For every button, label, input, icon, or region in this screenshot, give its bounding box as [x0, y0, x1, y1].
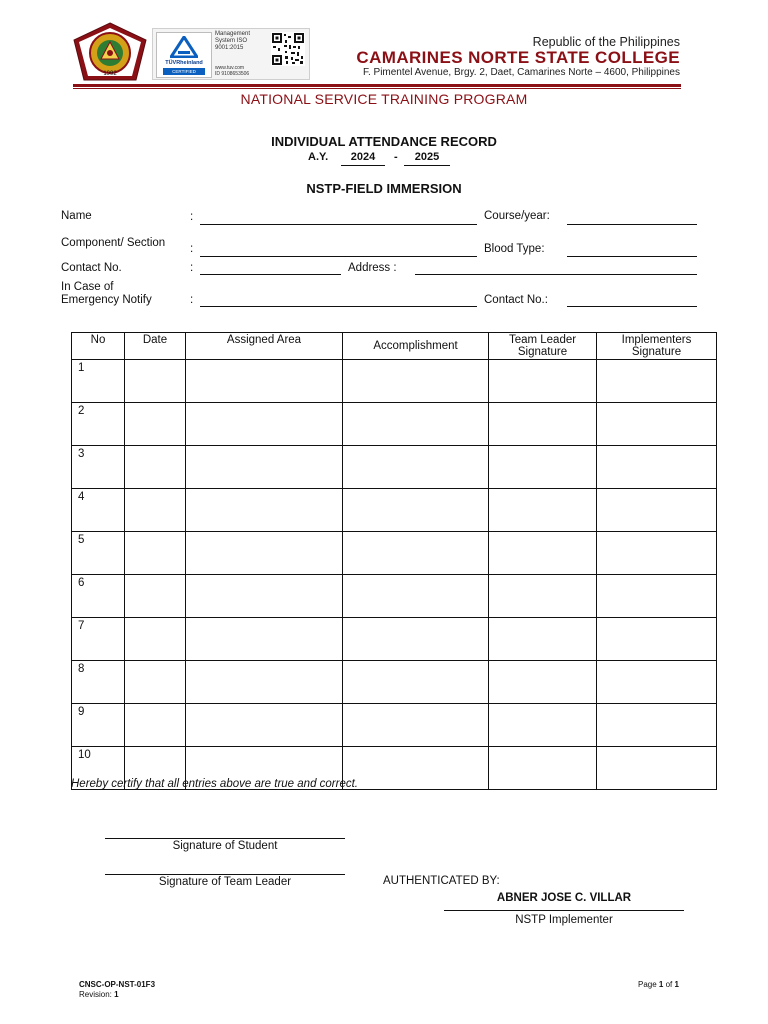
table-row	[72, 360, 717, 403]
ay-end-underline	[404, 165, 450, 166]
date-cell[interactable]	[125, 403, 186, 446]
team-leader-signature-cell[interactable]	[489, 575, 597, 618]
page-number: Page 1 of 1	[638, 980, 679, 989]
certification-website: www.tuv.com ID 9108653506	[215, 65, 250, 77]
implementer-title: NSTP Implementer	[515, 914, 613, 926]
assigned-area-cell[interactable]	[186, 360, 343, 403]
academic-year-start: 2024	[350, 151, 376, 163]
blood-type-label: Blood Type:	[484, 243, 545, 255]
program-title: NATIONAL SERVICE TRAINING PROGRAM	[240, 91, 528, 107]
implementers-signature-cell[interactable]	[597, 618, 717, 661]
implementers-signature-cell[interactable]	[597, 489, 717, 532]
row-number: 2	[72, 403, 125, 446]
assigned-area-cell[interactable]	[186, 532, 343, 575]
team-leader-signature-cell[interactable]	[489, 532, 597, 575]
authenticated-by-label: AUTHENTICATED BY:	[383, 875, 500, 887]
accomplishment-cell[interactable]	[343, 489, 489, 532]
assigned-area-cell[interactable]	[186, 661, 343, 704]
header-rule	[73, 84, 681, 87]
date-cell[interactable]	[125, 532, 186, 575]
team-leader-signature-cell[interactable]	[489, 446, 597, 489]
college-address: F. Pimentel Avenue, Brgy. 2, Daet, Camarines Norte – 4600, Philippines	[362, 67, 680, 78]
accomplishment-cell[interactable]	[343, 532, 489, 575]
academic-year-label: A.Y.	[308, 151, 329, 163]
implementers-signature-cell[interactable]	[597, 661, 717, 704]
accomplishment-cell[interactable]	[343, 618, 489, 661]
row-number: 10	[72, 747, 125, 790]
course-year-field[interactable]	[567, 224, 697, 225]
revision-info: Revision: 1	[79, 990, 119, 999]
date-cell[interactable]	[125, 618, 186, 661]
contact-no-colon: :	[190, 262, 194, 274]
assigned-area-cell[interactable]	[186, 403, 343, 446]
table-header-row	[72, 333, 717, 360]
row-number: 4	[72, 489, 125, 532]
row-number: 6	[72, 575, 125, 618]
header-accomplishment: Accomplishment	[343, 333, 489, 360]
component-section-colon: :	[190, 243, 194, 255]
management-system-text: Management System ISO 9001:2015	[215, 31, 251, 51]
table-row	[72, 618, 717, 661]
accomplishment-cell[interactable]	[343, 360, 489, 403]
header-implementers-signature: Implementers Signature	[597, 333, 717, 360]
header-date: Date	[125, 333, 186, 360]
emergency-notify-field[interactable]	[200, 306, 477, 307]
table-row	[72, 575, 717, 618]
assigned-area-cell[interactable]	[186, 618, 343, 661]
name-field[interactable]	[200, 224, 477, 225]
contact-no-label: Contact No.	[61, 262, 122, 274]
name-colon: :	[190, 211, 194, 223]
header-rule-thin	[73, 88, 681, 89]
table-row	[72, 661, 717, 704]
assigned-area-cell[interactable]	[186, 575, 343, 618]
row-number: 1	[72, 360, 125, 403]
accomplishment-cell[interactable]	[343, 446, 489, 489]
tuv-brand: TÜVRheinland	[165, 60, 203, 66]
header-team-leader-signature: Team Leader Signature	[489, 333, 597, 360]
table-row	[72, 532, 717, 575]
row-number: 5	[72, 532, 125, 575]
implementers-signature-cell[interactable]	[597, 747, 717, 790]
implementers-signature-cell[interactable]	[597, 403, 717, 446]
team-leader-signature-cell[interactable]	[489, 618, 597, 661]
team-leader-signature-cell[interactable]	[489, 489, 597, 532]
college-name: CAMARINES NORTE STATE COLLEGE	[356, 48, 680, 67]
date-cell[interactable]	[125, 360, 186, 403]
implementers-signature-cell[interactable]	[597, 704, 717, 747]
assigned-area-cell[interactable]	[186, 489, 343, 532]
team-leader-signature-label: Signature of Team Leader	[158, 876, 292, 888]
team-leader-signature-cell[interactable]	[489, 360, 597, 403]
component-section-label: Component/ Section	[61, 237, 166, 249]
blood-type-field[interactable]	[567, 256, 697, 257]
header-no: No	[72, 333, 125, 360]
student-signature-line[interactable]	[105, 838, 345, 839]
team-leader-signature-cell[interactable]	[489, 403, 597, 446]
emergency-label-line1: In Case of	[61, 281, 114, 293]
implementers-signature-cell[interactable]	[597, 360, 717, 403]
date-cell[interactable]	[125, 704, 186, 747]
form-code: CNSC-OP-NST-01F3	[79, 980, 156, 989]
date-cell[interactable]	[125, 575, 186, 618]
date-cell[interactable]	[125, 661, 186, 704]
document-title: INDIVIDUAL ATTENDANCE RECORD	[271, 134, 497, 149]
tuv-triangle-icon	[170, 36, 198, 58]
implementers-signature-cell[interactable]	[597, 532, 717, 575]
table-row	[72, 704, 717, 747]
address-label: Address :	[348, 262, 397, 274]
accomplishment-cell[interactable]	[343, 747, 489, 790]
tuv-certified-label: CERTIFIED	[163, 68, 205, 75]
table-row	[72, 446, 717, 489]
date-cell[interactable]	[125, 446, 186, 489]
emergency-label-line2: Emergency Notify	[61, 294, 152, 306]
team-leader-signature-line[interactable]	[105, 874, 345, 875]
accomplishment-cell[interactable]	[343, 403, 489, 446]
course-year-label: Course/year:	[484, 210, 550, 222]
ay-start-underline	[341, 165, 385, 166]
attendance-table	[71, 332, 717, 790]
team-leader-signature-cell[interactable]	[489, 747, 597, 790]
header-assigned-area: Assigned Area	[186, 333, 343, 360]
academic-year-separator: -	[394, 151, 398, 163]
name-label: Name	[61, 210, 92, 222]
implementer-name: ABNER JOSE C. VILLAR	[496, 892, 632, 904]
date-cell[interactable]	[125, 489, 186, 532]
assigned-area-cell[interactable]	[186, 704, 343, 747]
table-row	[72, 403, 717, 446]
component-section-field[interactable]	[200, 256, 477, 257]
emergency-contact-label: Contact No.:	[484, 294, 548, 306]
emergency-contact-field[interactable]	[567, 306, 697, 307]
accomplishment-cell[interactable]	[343, 704, 489, 747]
certification-statement: Hereby certify that all entries above are true and correct.	[71, 778, 359, 790]
academic-year-end: 2025	[414, 151, 440, 163]
team-leader-signature-cell[interactable]	[489, 661, 597, 704]
row-number: 7	[72, 618, 125, 661]
implementers-signature-cell[interactable]	[597, 446, 717, 489]
seal-year: 1992	[103, 71, 117, 77]
table-row	[72, 489, 717, 532]
team-leader-signature-cell[interactable]	[489, 704, 597, 747]
qr-code-icon	[271, 32, 305, 66]
assigned-area-cell[interactable]	[186, 446, 343, 489]
contact-no-field[interactable]	[200, 274, 341, 275]
accomplishment-cell[interactable]	[343, 575, 489, 618]
row-number: 8	[72, 661, 125, 704]
row-number: 3	[72, 446, 125, 489]
form-code-block	[79, 980, 155, 1000]
accomplishment-cell[interactable]	[343, 661, 489, 704]
college-seal-logo	[72, 22, 148, 82]
implementer-signature-line[interactable]	[444, 910, 684, 911]
implementers-signature-cell[interactable]	[597, 575, 717, 618]
emergency-colon: :	[190, 294, 194, 306]
iso-certification-badge	[152, 28, 310, 80]
tuv-logo	[156, 32, 212, 78]
student-signature-label: Signature of Student	[172, 840, 278, 852]
row-number: 9	[72, 704, 125, 747]
republic-label: Republic of the Philippines	[532, 35, 680, 49]
document-subtitle: NSTP-FIELD IMMERSION	[306, 181, 462, 196]
address-field[interactable]	[415, 274, 697, 275]
